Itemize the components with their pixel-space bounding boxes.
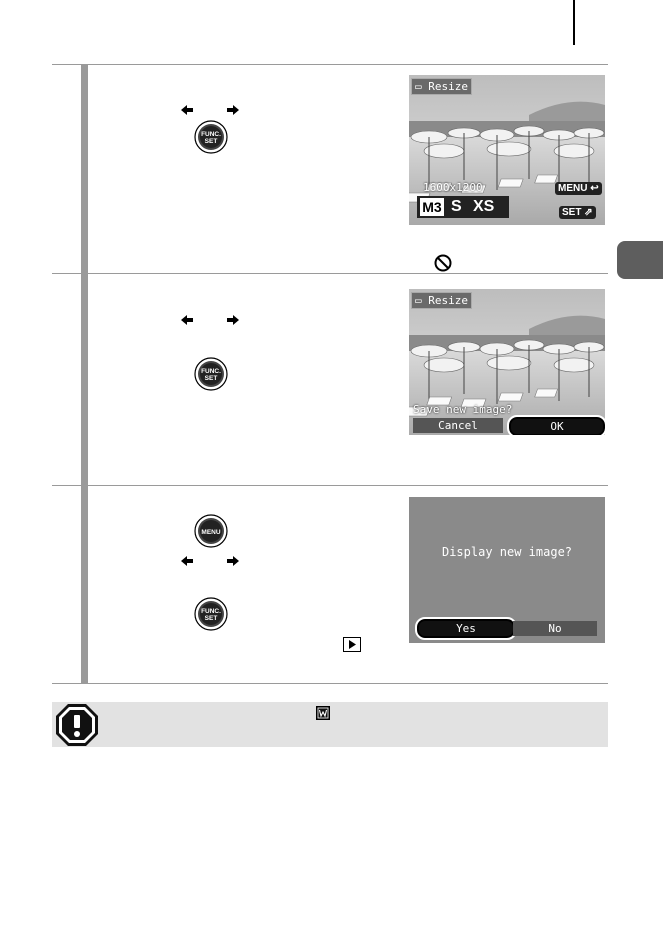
prohibited-icon — [434, 254, 452, 272]
menu-button-icon — [194, 514, 228, 548]
size-option: XS — [473, 198, 495, 215]
save-prompt: Save new image? — [413, 403, 513, 416]
cancel-button[interactable]: Cancel — [413, 418, 503, 433]
save-confirm-screen — [409, 289, 605, 435]
divider — [52, 64, 608, 65]
page-edge-marker — [573, 0, 575, 45]
display-confirm-screen — [409, 497, 605, 643]
func-set-button-icon — [194, 120, 228, 154]
caution-icon — [55, 703, 99, 747]
set-confirm-badge: SET ⇗ — [559, 206, 596, 219]
left-arrow-icon — [180, 104, 194, 116]
display-prompt: Display new image? — [441, 545, 573, 559]
chapter-tab — [617, 241, 663, 279]
menu-back-badge: MENU ↩ — [555, 182, 602, 195]
size-selector — [417, 196, 509, 218]
left-arrow-icon — [180, 555, 194, 567]
screen-title: ▭ Resize — [411, 292, 472, 309]
right-arrow-icon — [226, 314, 240, 326]
size-option: M3 — [420, 198, 444, 216]
resolution-label: 1600x1200 — [423, 181, 483, 194]
left-arrow-icon — [180, 314, 194, 326]
no-button[interactable]: No — [513, 621, 597, 636]
right-arrow-icon — [226, 555, 240, 567]
step-bar-3 — [81, 486, 88, 683]
caution-notice — [52, 702, 608, 747]
func-set-button-icon — [194, 597, 228, 631]
step-bar-1 — [81, 65, 88, 273]
divider — [52, 485, 608, 486]
screen-title: ▭ Resize — [411, 78, 472, 95]
func-set-button-icon — [194, 357, 228, 391]
playback-icon — [343, 637, 361, 652]
size-option: S — [451, 198, 462, 215]
ok-button[interactable]: OK — [509, 417, 605, 435]
resize-screen — [409, 75, 605, 225]
widescreen-icon — [316, 706, 330, 720]
right-arrow-icon — [226, 104, 240, 116]
divider — [52, 273, 608, 274]
step-bar-2 — [81, 274, 88, 485]
divider — [52, 683, 608, 684]
yes-button[interactable]: Yes — [417, 619, 515, 638]
